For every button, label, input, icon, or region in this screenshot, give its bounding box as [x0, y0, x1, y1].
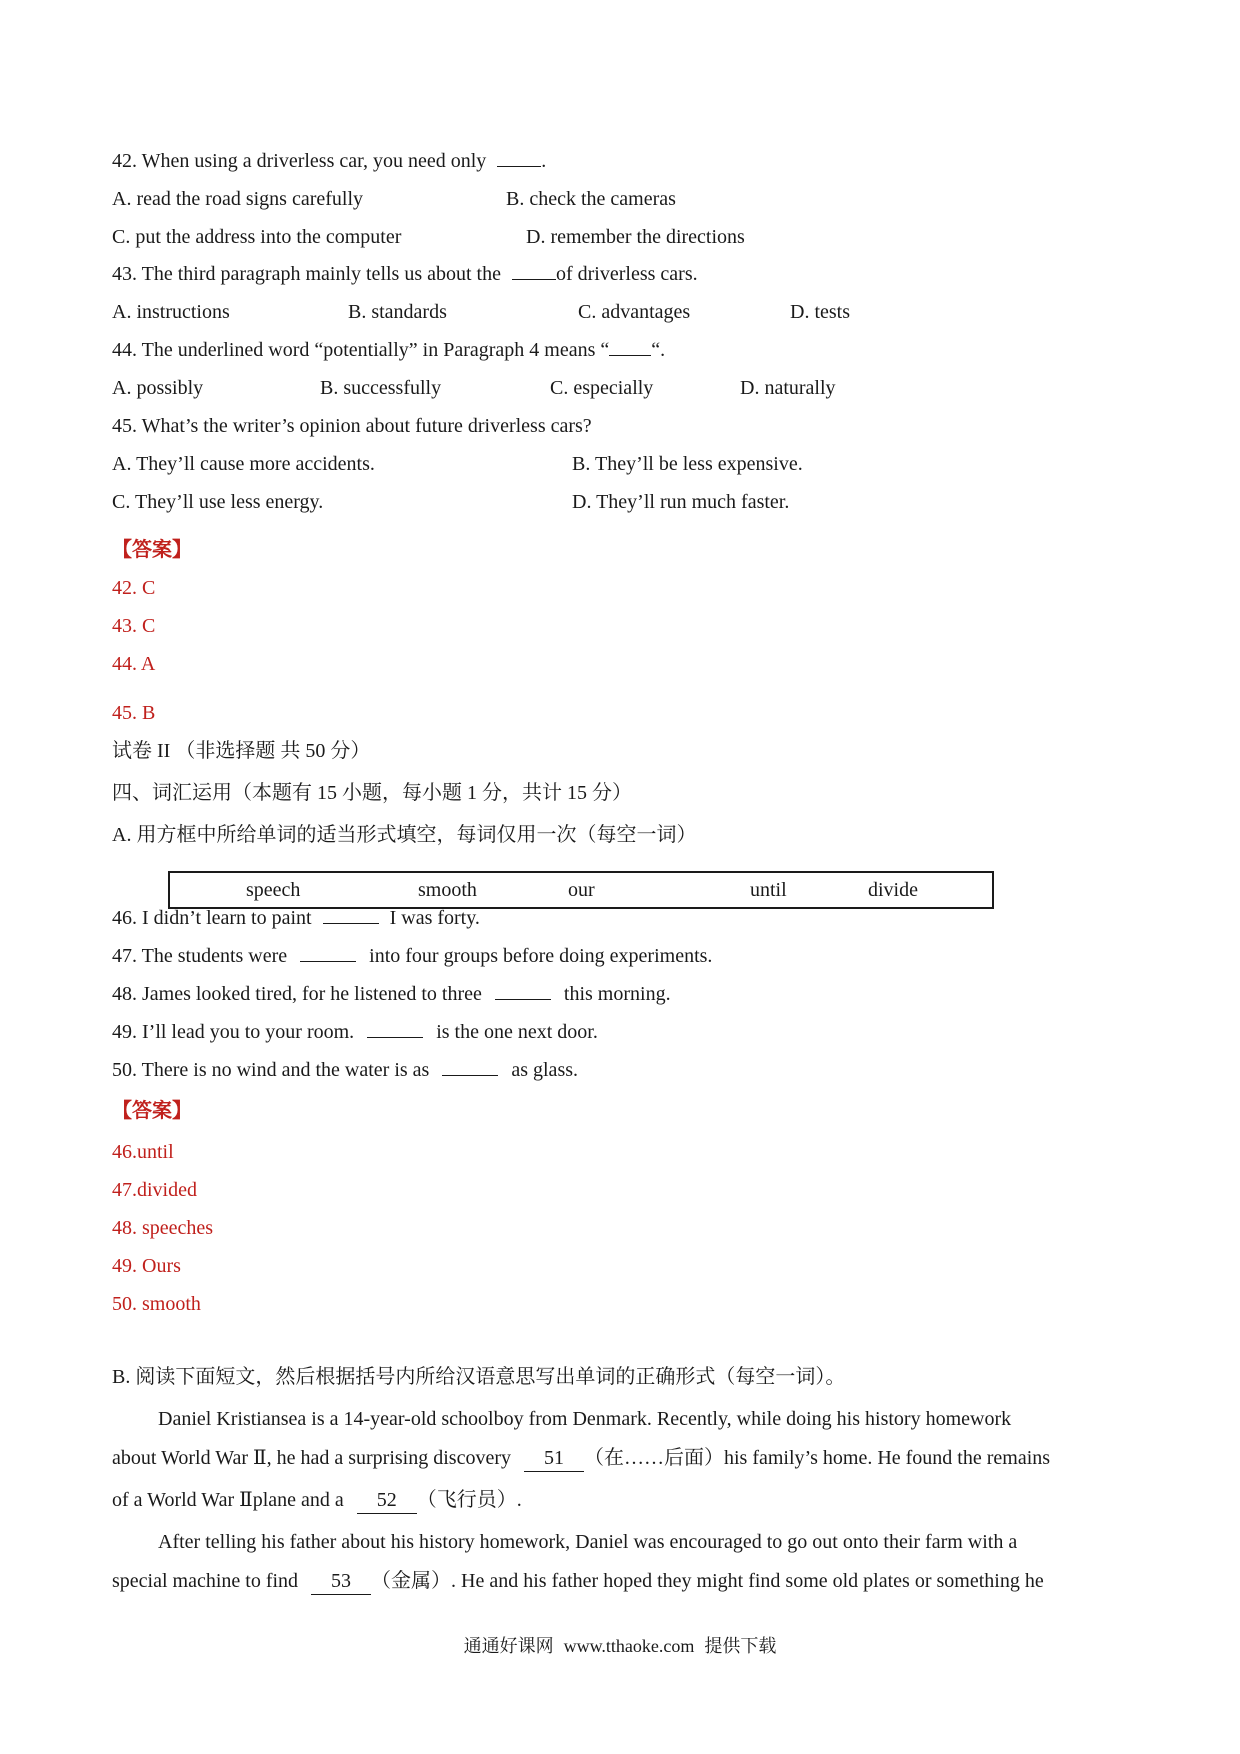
q44-option-c: C. especially	[550, 377, 654, 399]
word-box	[168, 871, 994, 909]
question-48-tail: this morning.	[563, 983, 671, 1005]
question-45-stem: 45. What’s the writer’s opinion about future driverless cars?	[112, 415, 592, 437]
q44-option-a: A. possibly	[112, 377, 204, 399]
footer-url[interactable]: www.tthaoke.com	[563, 1636, 695, 1656]
q45-option-d: D. They’ll run much faster.	[572, 491, 790, 513]
q42-option-c: C. put the address into the computer	[112, 226, 402, 248]
part-b-instruction: B. 阅读下面短文，然后根据括号内所给汉语意思写出单词的正确形式（每空一词）。	[112, 1366, 846, 1388]
answer-item: 49. Ours	[112, 1255, 181, 1277]
answer-blank	[495, 981, 551, 1000]
word-box-word: smooth	[418, 879, 477, 901]
q45-option-a: A. They’ll cause more accidents.	[112, 453, 375, 475]
question-44-stem: 44. The underlined word “potentially” in Paragraph 4 means “	[112, 339, 610, 361]
question-43-stem: 43. The third paragraph mainly tells us about the	[112, 263, 501, 285]
passage-text: about World War Ⅱ, he had a surprising discovery	[112, 1447, 511, 1469]
answer-item: 48. speeches	[112, 1217, 214, 1239]
answer-blank	[512, 261, 556, 280]
question-44	[112, 337, 665, 363]
section-4-title: 四、词汇运用（本题有 15 小题，每小题 1 分，共计 15 分）	[112, 782, 632, 804]
q43-option-a: A. instructions	[112, 301, 230, 323]
q43-option-d: D. tests	[790, 301, 850, 323]
answer-label: 【答案】	[112, 1100, 192, 1122]
passage-text: （在……后面）his family’s home. He found the remains	[584, 1447, 1051, 1469]
answer-blank	[300, 943, 356, 962]
passage-line	[112, 1487, 522, 1514]
question-46-stem: 46. I didn’t learn to paint	[112, 907, 312, 929]
answer-item: 42. C	[112, 577, 156, 599]
question-50-stem: 50. There is no wind and the water is as	[112, 1059, 430, 1081]
part-a-instruction: A. 用方框中所给单词的适当形式填空，每词仅用一次（每空一词）	[112, 824, 697, 846]
question-48	[112, 981, 671, 1007]
q45-option-c: C. They’ll use less energy.	[112, 491, 324, 513]
answer-blank	[497, 148, 541, 167]
q43-option-b: B. standards	[348, 301, 447, 323]
word-box-word: until	[750, 879, 787, 901]
page-footer	[0, 1632, 1240, 1658]
question-43-tail: of driverless cars.	[555, 263, 698, 285]
passage-line: Daniel Kristiansea is a 14-year-old schoolboy from Denmark. Recently, while doing his history homework	[158, 1408, 1012, 1430]
passage-line	[112, 1445, 1050, 1472]
question-50-tail: as glass.	[511, 1059, 579, 1081]
blank-52: 52	[357, 1487, 417, 1514]
question-46-tail: I was forty.	[389, 907, 480, 929]
answer-item: 43. C	[112, 615, 156, 637]
question-44-tail: “.	[651, 339, 666, 361]
answer-item: 47.divided	[112, 1179, 197, 1201]
passage-line: After telling his father about his history homework, Daniel was encouraged to go out onto their farm with a	[158, 1531, 1018, 1553]
q42-option-b: B. check the cameras	[506, 188, 676, 210]
answer-blank	[442, 1057, 498, 1076]
question-50	[112, 1057, 578, 1083]
question-47-stem: 47. The students were	[112, 945, 288, 967]
answer-label: 【答案】	[112, 539, 192, 561]
passage-text: special machine to find	[112, 1570, 299, 1592]
footer-site-name: 通通好课网	[463, 1636, 554, 1657]
word-box-word: speech	[246, 879, 301, 901]
answer-item: 50. smooth	[112, 1293, 201, 1315]
question-49-tail: is the one next door.	[436, 1021, 598, 1043]
question-46	[112, 905, 480, 931]
answer-item: 46.until	[112, 1141, 174, 1163]
answer-blank	[367, 1019, 423, 1038]
word-box-word: our	[568, 879, 595, 901]
q43-option-c: C. advantages	[578, 301, 691, 323]
part-2-title: 试卷 II （非选择题 共 50 分）	[112, 740, 371, 762]
q42-option-a: A. read the road signs carefully	[112, 188, 364, 210]
blank-51: 51	[524, 1445, 584, 1472]
question-43	[112, 261, 698, 287]
passage-text: （飞行员）.	[416, 1489, 522, 1511]
question-42-tail: .	[541, 150, 547, 172]
blank-53: 53	[311, 1568, 371, 1595]
word-box-word: divide	[868, 879, 918, 901]
answer-blank	[609, 337, 651, 356]
question-48-stem: 48. James looked tired, for he listened to three	[112, 983, 482, 1005]
question-42	[112, 148, 546, 174]
question-49	[112, 1019, 598, 1045]
q45-option-b: B. They’ll be less expensive.	[572, 453, 803, 475]
footer-download-text: 提供下载	[704, 1636, 777, 1657]
passage-text: （金属）. He and his father hoped they might find some old plates or something he	[371, 1570, 1044, 1592]
question-49-stem: 49. I’ll lead you to your room.	[112, 1021, 355, 1043]
answer-item: 45. B	[112, 702, 156, 724]
question-47	[112, 943, 712, 969]
passage-text: of a World War Ⅱplane and a	[112, 1489, 344, 1511]
question-42-stem: 42. When using a driverless car, you need only	[112, 150, 487, 172]
answer-item: 44. A	[112, 653, 156, 675]
answer-blank	[323, 905, 379, 924]
passage-line	[112, 1568, 1044, 1595]
question-47-tail: into four groups before doing experiments.	[369, 945, 713, 967]
q42-option-d: D. remember the directions	[526, 226, 745, 248]
q44-option-d: D. naturally	[740, 377, 836, 399]
q44-option-b: B. successfully	[320, 377, 442, 399]
